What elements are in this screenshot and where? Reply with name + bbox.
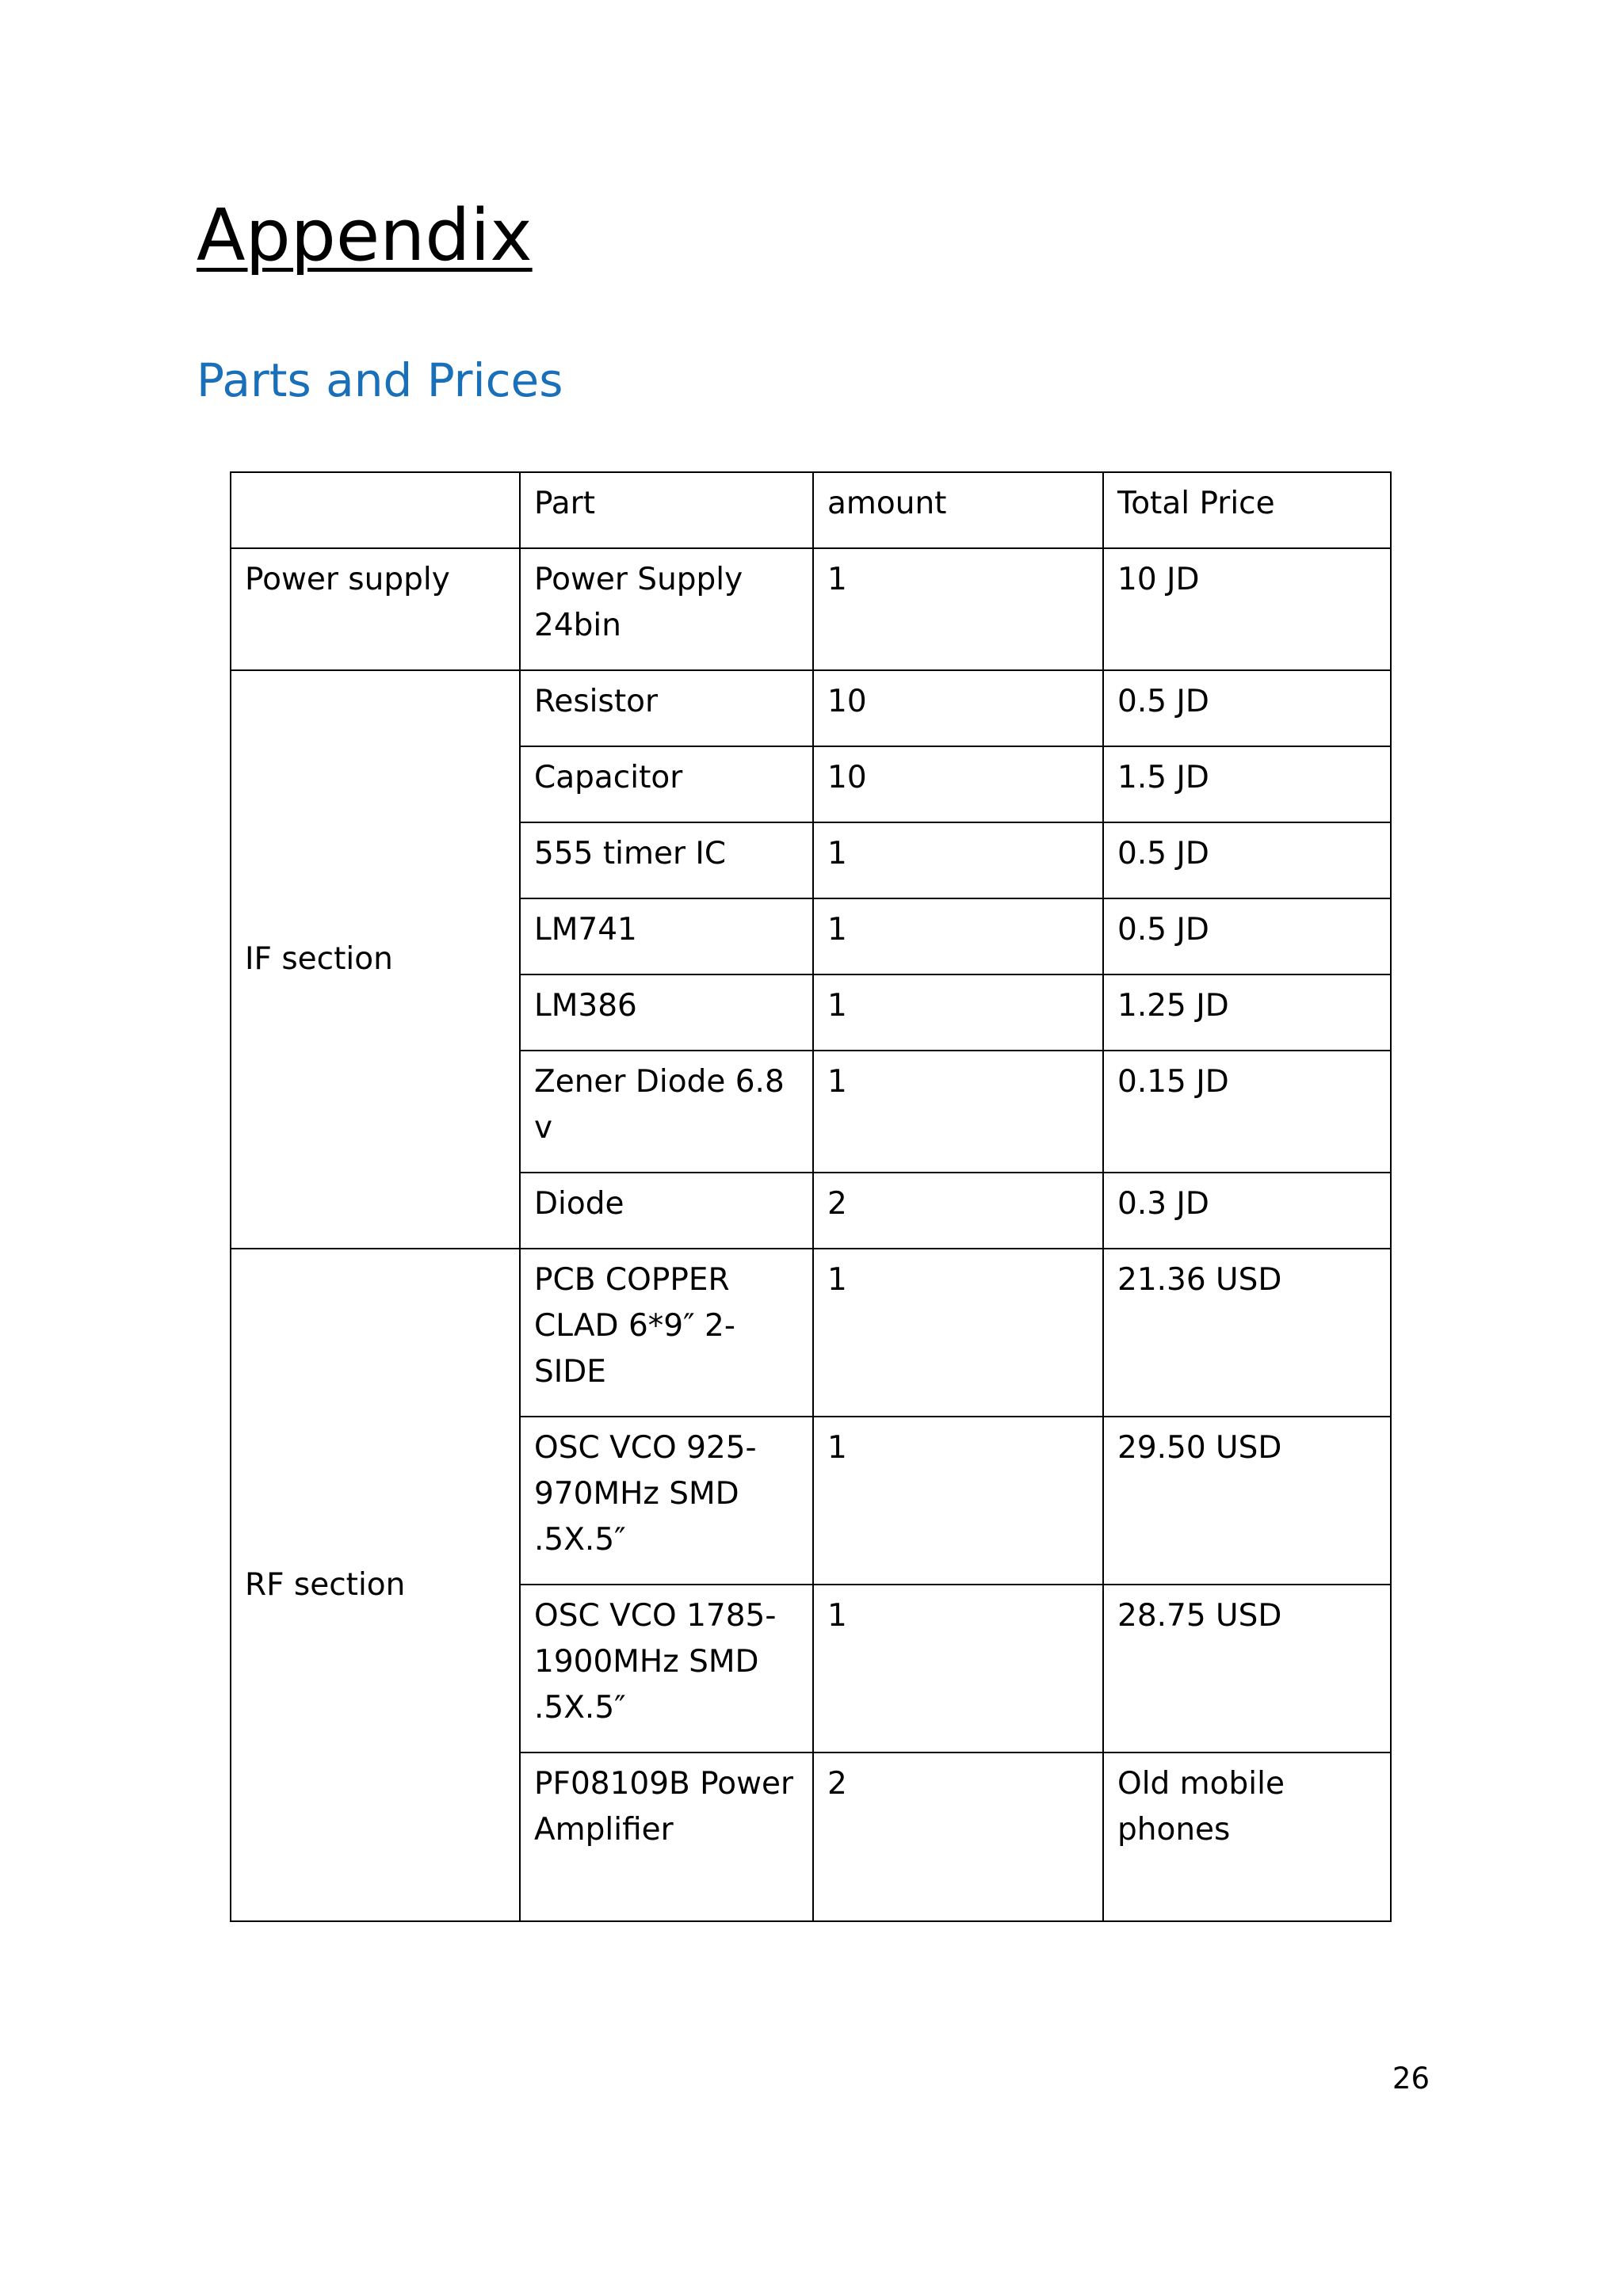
amount-cell: 1 (813, 1417, 1103, 1585)
price-cell: 0.5 JD (1103, 822, 1391, 898)
part-cell: LM386 (520, 974, 813, 1051)
header-cell-amount: amount (813, 472, 1103, 548)
price-cell: 1.25 JD (1103, 974, 1391, 1051)
part-cell: PF08109B Power Amplifier (520, 1753, 813, 1921)
part-cell: OSC VCO 1785-1900MHz SMD .5X.5″ (520, 1585, 813, 1753)
price-cell: 10 JD (1103, 548, 1391, 670)
amount-cell: 1 (813, 974, 1103, 1051)
part-cell: 555 timer IC (520, 822, 813, 898)
price-cell: 0.5 JD (1103, 898, 1391, 974)
table-row (231, 548, 1391, 670)
part-cell: Zener Diode 6.8 v (520, 1051, 813, 1173)
table-row (231, 670, 1391, 746)
table-row (231, 1249, 1391, 1417)
price-cell: Old mobile phones (1103, 1753, 1391, 1921)
price-cell: 21.36 USD (1103, 1249, 1391, 1417)
amount-cell: 2 (813, 1173, 1103, 1249)
group-label-power-supply: Power supply (231, 548, 520, 670)
header-cell-group (231, 472, 520, 548)
amount-cell: 1 (813, 822, 1103, 898)
page-number: 26 (1392, 2061, 1430, 2096)
part-cell: LM741 (520, 898, 813, 974)
part-cell: OSC VCO 925-970MHz SMD .5X.5″ (520, 1417, 813, 1585)
price-cell: 0.5 JD (1103, 670, 1391, 746)
price-cell: 0.15 JD (1103, 1051, 1391, 1173)
group-label-if-section: IF section (231, 670, 520, 1249)
amount-cell: 2 (813, 1753, 1103, 1921)
part-cell: Power Supply 24bin (520, 548, 813, 670)
amount-cell: 1 (813, 898, 1103, 974)
amount-cell: 1 (813, 1249, 1103, 1417)
part-cell: Resistor (520, 670, 813, 746)
parts-table (230, 471, 1392, 1922)
part-cell: Capacitor (520, 746, 813, 822)
price-cell: 1.5 JD (1103, 746, 1391, 822)
header-cell-part: Part (520, 472, 813, 548)
amount-cell: 10 (813, 670, 1103, 746)
part-cell: PCB COPPER CLAD 6*9″ 2-SIDE (520, 1249, 813, 1417)
table-header-row (231, 472, 1391, 548)
amount-cell: 1 (813, 1585, 1103, 1753)
amount-cell: 1 (813, 548, 1103, 670)
amount-cell: 10 (813, 746, 1103, 822)
page-title: Appendix (197, 194, 533, 277)
group-label-rf-section: RF section (231, 1249, 520, 1921)
price-cell: 28.75 USD (1103, 1585, 1391, 1753)
amount-cell: 1 (813, 1051, 1103, 1173)
header-cell-price: Total Price (1103, 472, 1391, 548)
price-cell: 0.3 JD (1103, 1173, 1391, 1249)
price-cell: 29.50 USD (1103, 1417, 1391, 1585)
section-heading: Parts and Prices (197, 353, 563, 407)
part-cell: Diode (520, 1173, 813, 1249)
